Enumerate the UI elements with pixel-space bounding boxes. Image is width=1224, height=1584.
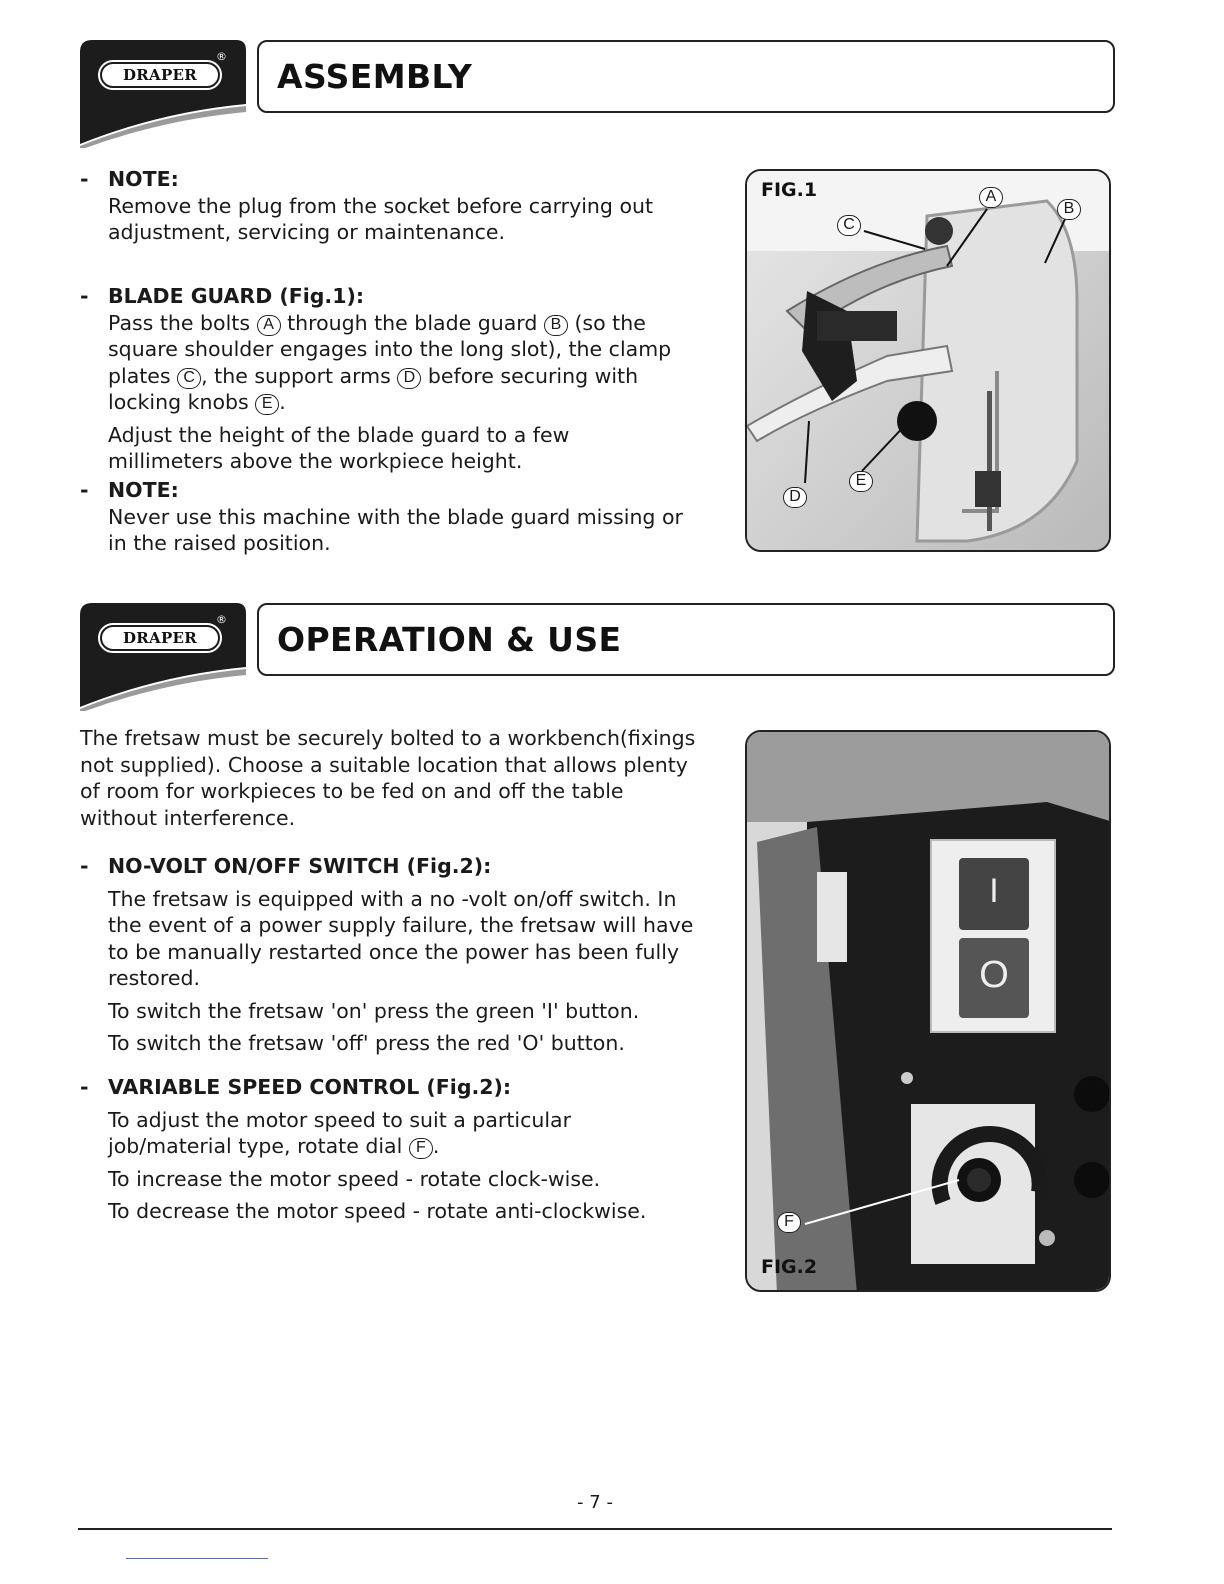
speed-text-1a: To adjust the motor speed to suit a particular job/material type, rotate dial [108,1107,572,1158]
callout-e: E [255,394,279,415]
operation-header [80,603,1116,711]
footer-link-underline [126,1558,268,1559]
assembly-header [80,40,1116,148]
blade-guard-instruction [108,310,708,416]
fig1-callout-a: A [979,187,1003,208]
fig1-callout-e: E [849,471,873,492]
switch-text-1: The fretsaw is equipped with a no -volt on/off switch. In the event of a power supply failure, the fretsaw will have to be manually restarted once the power has been fully restored. [108,886,694,990]
callout-a: A [257,315,281,336]
switch-text-on: To switch the fretsaw 'on' press the green 'I' button. [108,998,640,1023]
blade-guard-section: - BLADE GUARD (Fig.1): Pass the bolts A through the blade guard B (so the square shoulder engages into the long slot), the clamp plates C , the support arms D before securing with locking knobs E . Adjust the height of the blade guard to a few millimeters above the workpiece height. [80,283,710,475]
logo-wordmark-2: DRAPER [102,627,218,649]
fig1-label: FIG.1 [761,179,818,201]
blade-guard-text-e: before securing with locking knobs [108,363,639,414]
operation-title-box [257,603,1115,676]
operation-title: OPERATION & USE [277,620,622,659]
draper-logo-2 [80,603,246,711]
figure-2 [745,730,1111,1292]
on-button-label: I [989,872,999,910]
blade-guard-text-f: . [279,390,286,414]
callout-b: B [544,315,568,336]
page-number: - 7 - [577,1492,613,1513]
fig1-callout-b: B [1057,199,1081,220]
blade-guard-text-a: Pass the bolts [108,310,251,335]
speed-text-1b: . [432,1134,440,1158]
registered-mark-2: ® [216,613,227,626]
note-1-text: Remove the plug from the socket before carrying out adjustment, servicing or maintenance. [108,193,654,244]
off-button-label: O [979,954,1009,996]
callout-c: C [177,368,201,389]
draper-logo [80,40,246,148]
blade-guard-heading: BLADE GUARD (Fig.1): [108,284,365,308]
note-2-heading: NOTE: [108,478,179,502]
switch-section: - NO-VOLT ON/OFF SWITCH (Fig.2): The fretsaw is equipped with a no -volt on/off switch. In the event of a power supply failure, the fretsaw will have to be manually restarted once the power has been fully restored. To switch the fretsaw 'on' press the green 'I' button. To switch the fretsaw 'off' press the red 'O' button. [80,853,710,1057]
note-2: - NOTE: Never use this machine with the blade guard missing or in the raised position. [80,477,710,557]
fig2-callout-f: F [777,1212,801,1233]
callout-f: F [409,1138,433,1159]
speed-text-1 [108,1107,648,1160]
logo-wordmark: DRAPER [102,64,218,86]
blade-guard-text-c: (so the square shoulder engages into the long slot), the clamp plates [108,310,672,388]
speed-section: - VARIABLE SPEED CONTROL (Fig.2): To adjust the motor speed to suit a particular job/material type, rotate dial F . To increase the motor speed - rotate clock-wise. To decrease the motor speed - rotate anti-clockwise. [80,1074,710,1225]
assembly-title: ASSEMBLY [277,57,473,96]
operation-intro: The fretsaw must be securely bolted to a workbench(fixings not supplied). Choose a suitable location that allows plenty of room for workpieces to be fed on and off the table without interference. [80,726,696,830]
note-1: - NOTE: Remove the plug from the socket before carrying out adjustment, servicing or maintenance. [80,166,710,246]
logo-pill [98,60,222,90]
footer-divider [78,1528,1112,1530]
figure-1 [745,169,1111,552]
fig2-label: FIG.2 [761,1256,818,1278]
fig2-illustration [747,732,1111,1292]
note-2-text: Never use this machine with the blade guard missing or in the raised position. [108,504,683,555]
fig1-callout-d: D [783,487,807,508]
callout-d: D [397,368,421,389]
speed-text-increase: To increase the motor speed - rotate clock-wise. [108,1166,601,1191]
blade-guard-text-b: through the blade guard [287,310,538,335]
fig1-callout-c: C [837,215,861,236]
note-1-heading: NOTE: [108,167,179,191]
logo-pill-2 [98,623,222,653]
blade-guard-height-text: Adjust the height of the blade guard to a few millimeters above the workpiece height. [108,422,570,473]
speed-text-decrease: To decrease the motor speed - rotate anti-clockwise. [108,1199,647,1223]
speed-heading: VARIABLE SPEED CONTROL (Fig.2): [108,1075,512,1099]
switch-text-off: To switch the fretsaw 'off' press the red 'O' button. [108,1031,625,1055]
assembly-title-box [257,40,1115,113]
switch-heading: NO-VOLT ON/OFF SWITCH (Fig.2): [108,854,492,878]
blade-guard-text-d: , the support arms [201,363,391,388]
registered-mark: ® [216,50,227,63]
